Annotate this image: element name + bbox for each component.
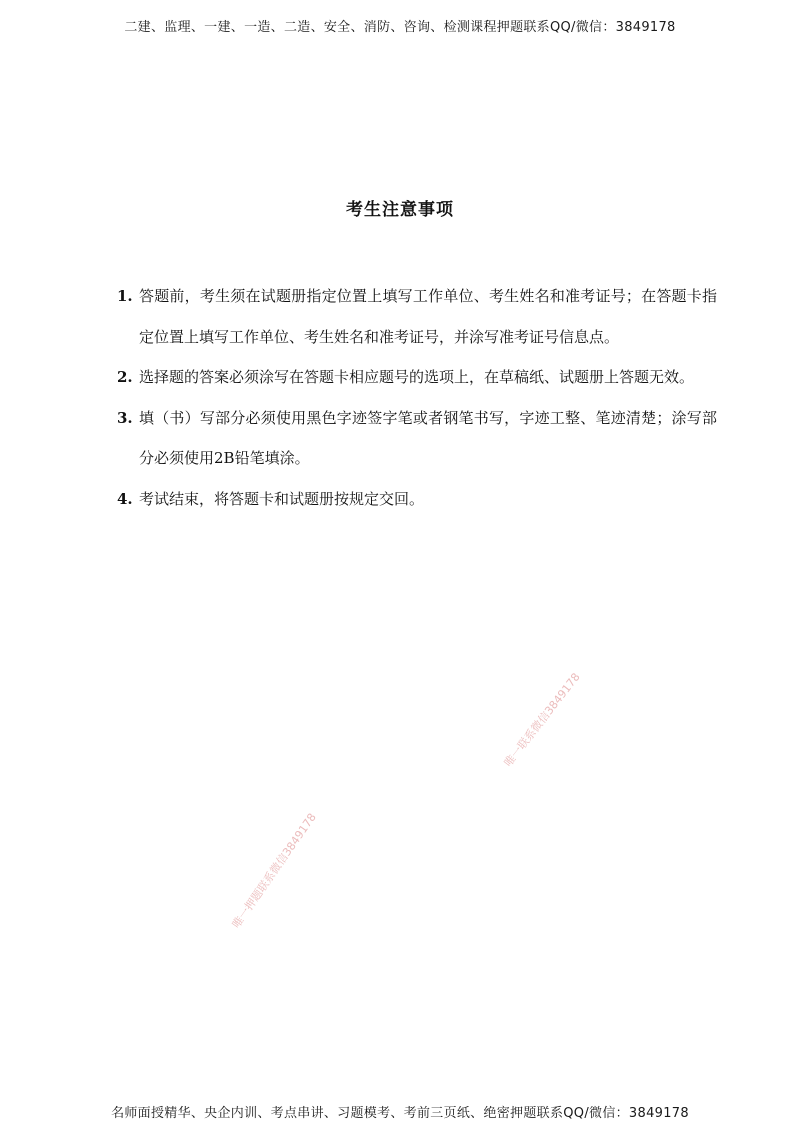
notice-item (117, 276, 717, 357)
notice-number: 1. (117, 287, 133, 305)
notice-list (117, 276, 717, 519)
notice-text: 填（书）写部分必须使用黑色字迹签字笔或者钢笔书写，字迹工整、笔迹清楚；涂写部分必须使用2B铅笔填涂。 (139, 408, 717, 467)
notice-item (117, 398, 717, 479)
notice-number: 4. (117, 489, 133, 508)
notice-text: 选择题的答案必须涂写在答题卡相应题号的选项上，在草稿纸、试题册上答题无效。 (139, 368, 695, 386)
page-header-contact: 二建、监理、一建、一造、二造、安全、消防、咨询、检测课程押题联系QQ/微信：3849178 (124, 20, 676, 35)
notice-item (117, 357, 717, 398)
notice-text: 考试结束，将答题卡和试题册按规定交回。 (139, 489, 425, 508)
notice-item (117, 479, 717, 520)
page-title: 考生注意事项 (346, 200, 454, 220)
page-footer-contact: 名师面授精华、央企内训、考点串讲、习题模考、考前三页纸、绝密押题联系QQ/微信：3849178 (111, 1106, 689, 1121)
watermark-text: 唯一联系微信3849178 (501, 670, 583, 770)
notice-number: 2. (117, 368, 133, 386)
notice-text: 答题前，考生须在试题册指定位置上填写工作单位、考生姓名和准考证号；在答题卡指定位置上填写工作单位、考生姓名和准考证号，并涂写准考证号信息点。 (139, 287, 717, 346)
watermark-text: 唯一押题联系微信3849178 (229, 810, 319, 931)
notice-number: 3. (117, 408, 133, 427)
